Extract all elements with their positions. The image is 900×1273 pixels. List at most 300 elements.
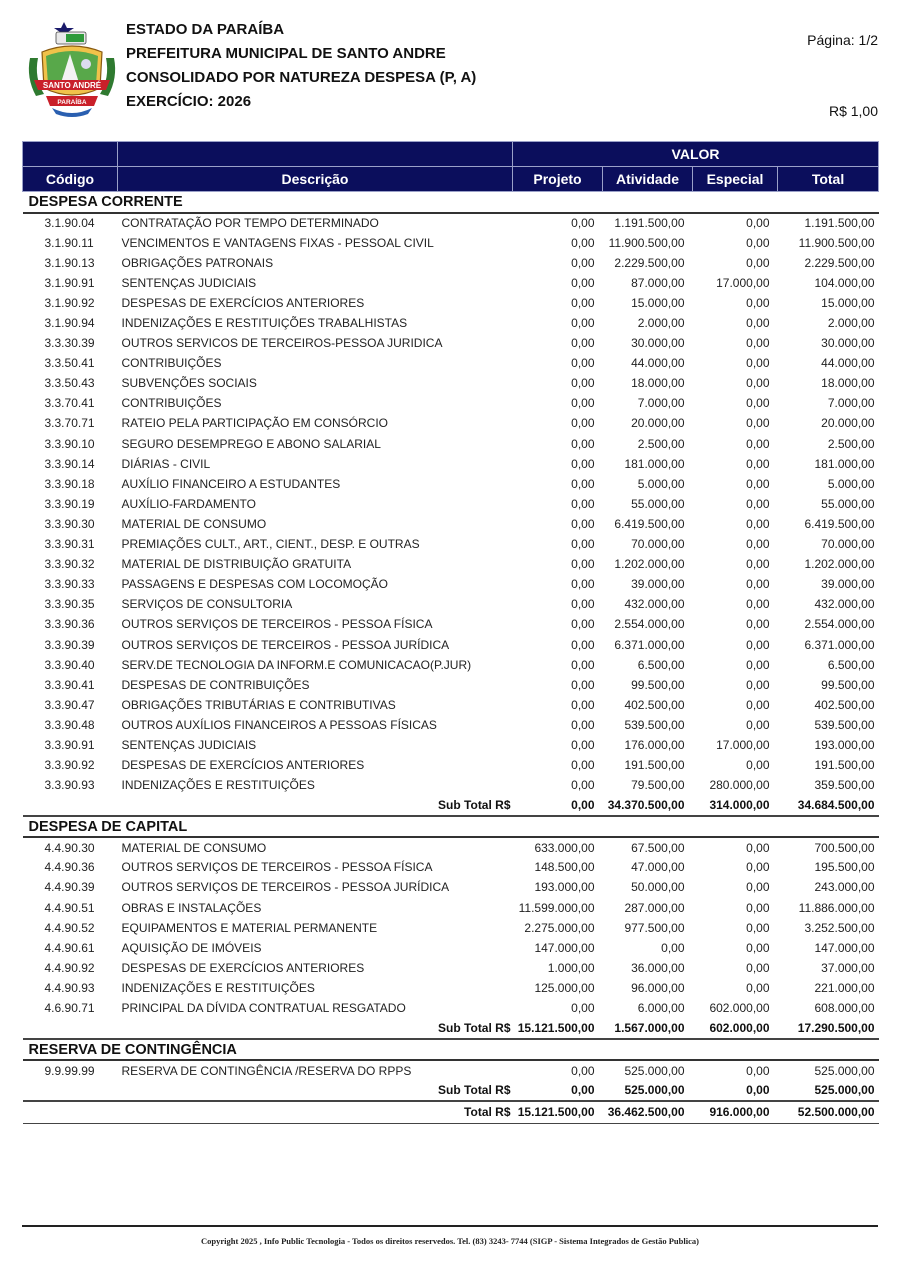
row-code: 3.1.90.11 (44, 235, 94, 250)
row-projeto: 0,00 (571, 336, 595, 351)
table-row (23, 978, 879, 998)
row-code: 3.1.90.04 (44, 216, 95, 231)
row-description: OBRIGAÇÕES PATRONAIS (121, 255, 274, 270)
row-description: CONTRATAÇÃO POR TEMPO DETERMINADO (121, 216, 379, 231)
subtotal-total: 525.000,00 (778, 1080, 879, 1101)
table-row (23, 634, 879, 654)
row-especial: 0,00 (746, 577, 770, 592)
row-atividade: 39.000,00 (631, 577, 685, 592)
section-header (23, 816, 879, 837)
row-code: 3.3.90.41 (44, 677, 95, 692)
row-code: 3.3.90.36 (44, 617, 95, 632)
row-atividade: 15.000,00 (631, 295, 685, 310)
row-description: SENTENÇAS JUDICIAIS (121, 275, 257, 290)
row-description: OUTROS AUXÍLIOS FINANCEIROS A PESSOAS FÍSICAS (121, 717, 437, 732)
row-especial: 0,00 (746, 940, 770, 955)
row-total: 2.229.500,00 (804, 255, 875, 270)
subtotal-especial: 0,00 (693, 1080, 778, 1101)
row-total: 15.000,00 (821, 295, 875, 310)
page-number: Página: 1/2 (807, 32, 878, 48)
row-code: 4.4.90.52 (44, 920, 95, 935)
row-total: 11.886.000,00 (798, 900, 875, 915)
row-atividade: 6.000,00 (637, 1001, 685, 1016)
row-atividade: 2.000,00 (637, 316, 685, 331)
table-header (23, 142, 879, 192)
row-especial: 0,00 (746, 456, 770, 471)
row-atividade: 2.500,00 (637, 436, 685, 451)
grand-total-row (23, 1101, 879, 1123)
row-description: DESPESAS DE EXERCÍCIOS ANTERIORES (121, 758, 365, 773)
row-description: OUTROS SERVIÇOS DE TERCEIROS - PESSOA FÍSICA (121, 860, 433, 875)
row-especial: 0,00 (746, 336, 770, 351)
row-code: 3.1.90.91 (44, 275, 95, 290)
section-title: DESPESA DE CAPITAL (23, 816, 879, 837)
row-code: 4.4.90.30 (44, 840, 95, 855)
row-description: SEGURO DESEMPREGO E ABONO SALARIAL (121, 436, 381, 451)
table-row (23, 454, 879, 474)
table-row (23, 857, 879, 877)
col-header-descricao: Descrição (118, 167, 513, 192)
row-atividade: 79.500,00 (631, 778, 685, 793)
row-atividade: 2.554.000,00 (614, 617, 685, 632)
row-code: 3.3.50.43 (44, 376, 95, 391)
table-row (23, 938, 879, 958)
row-projeto: 0,00 (571, 737, 595, 752)
row-code: 4.4.90.36 (44, 860, 95, 875)
municipal-coat-of-arms-icon (22, 18, 122, 118)
row-projeto: 0,00 (571, 1001, 595, 1016)
table-body (23, 192, 879, 1124)
row-projeto: 0,00 (571, 376, 595, 391)
row-atividade: 1.202.000,00 (614, 557, 685, 572)
row-atividade: 6.500,00 (637, 657, 685, 672)
row-projeto: 193.000,00 (534, 880, 595, 895)
col-header-codigo: Código (23, 167, 118, 192)
row-projeto: 0,00 (571, 476, 595, 491)
row-especial: 0,00 (746, 900, 770, 915)
expense-report-table (22, 141, 879, 1124)
row-description: DIÁRIAS - CIVIL (121, 456, 211, 471)
row-atividade: 6.371.000,00 (614, 637, 685, 652)
row-total: 402.500,00 (814, 697, 875, 712)
row-total: 1.191.500,00 (804, 216, 875, 231)
subtotal-atividade: 34.370.500,00 (603, 795, 693, 816)
row-total: 39.000,00 (821, 577, 875, 592)
row-atividade: 2.229.500,00 (614, 255, 685, 270)
subtotal-row (23, 1080, 879, 1101)
row-description: MATERIAL DE DISTRIBUIÇÃO GRATUITA (121, 557, 352, 572)
row-atividade: 7.000,00 (637, 396, 685, 411)
row-code: 3.3.90.14 (44, 456, 95, 471)
table-row (23, 413, 879, 433)
row-total: 432.000,00 (814, 597, 875, 612)
row-atividade: 96.000,00 (631, 980, 685, 995)
section-header (23, 192, 879, 213)
row-especial: 0,00 (746, 677, 770, 692)
row-description: INDENIZAÇÕES E RESTITUIÇÕES TRABALHISTAS (121, 316, 408, 331)
row-description: SUBVENÇÕES SOCIAIS (121, 376, 257, 391)
row-description: SERVIÇOS DE CONSULTORIA (121, 597, 293, 612)
header-valor-group: VALOR (513, 142, 879, 167)
row-total: 6.419.500,00 (804, 516, 875, 531)
subtotal-total: 34.684.500,00 (778, 795, 879, 816)
row-description: OBRIGAÇÕES TRIBUTÁRIAS E CONTRIBUTIVAS (121, 697, 396, 712)
currency-unit: R$ 1,00 (828, 103, 878, 119)
row-projeto: 0,00 (571, 557, 595, 572)
table-row (23, 213, 879, 233)
row-description: PASSAGENS E DESPESAS COM LOCOMOÇÃO (121, 577, 389, 592)
table-row (23, 393, 879, 413)
row-projeto: 0,00 (571, 416, 595, 431)
row-code: 3.1.90.92 (44, 295, 95, 310)
row-description: RESERVA DE CONTINGÊNCIA /RESERVA DO RPPS (121, 1063, 412, 1078)
header-fiscal-year: EXERCÍCIO: 2026 (126, 93, 252, 110)
row-atividade: 99.500,00 (631, 677, 685, 692)
row-description: OUTROS SERVICOS DE TERCEIROS-PESSOA JURIDICA (121, 336, 443, 351)
row-projeto: 0,00 (571, 396, 595, 411)
row-atividade: 181.000,00 (624, 456, 685, 471)
row-description: OBRAS E INSTALAÇÕES (121, 900, 262, 915)
row-code: 3.3.90.33 (44, 577, 95, 592)
row-description: CONTRIBUIÇÕES (121, 396, 222, 411)
row-projeto: 0,00 (571, 697, 595, 712)
row-projeto: 0,00 (571, 255, 595, 270)
row-especial: 0,00 (746, 416, 770, 431)
row-projeto: 0,00 (571, 516, 595, 531)
row-description: SERV.DE TECNOLOGIA DA INFORM.E COMUNICACAO(P.JUR) (121, 657, 472, 672)
row-code: 3.3.90.93 (44, 778, 95, 793)
row-especial: 0,00 (746, 376, 770, 391)
subtotal-projeto: 0,00 (513, 795, 603, 816)
row-projeto: 0,00 (571, 677, 595, 692)
subtotal-row (23, 1018, 879, 1039)
subtotal-atividade: 525.000,00 (603, 1080, 693, 1101)
row-atividade: 67.500,00 (631, 840, 685, 855)
grand-total-projeto: 15.121.500,00 (513, 1101, 603, 1123)
section-header (23, 1039, 879, 1060)
row-code: 4.6.90.71 (44, 1001, 95, 1016)
table-row (23, 373, 879, 393)
subtotal-row (23, 795, 879, 816)
row-description: DESPESAS DE EXERCÍCIOS ANTERIORES (121, 295, 365, 310)
row-total: 2.554.000,00 (804, 617, 875, 632)
row-total: 55.000,00 (821, 496, 875, 511)
row-total: 539.500,00 (814, 717, 875, 732)
grand-total-total: 52.500.000,00 (778, 1101, 879, 1123)
row-especial: 0,00 (746, 516, 770, 531)
row-description: INDENIZAÇÕES E RESTITUIÇÕES (121, 778, 315, 793)
table-row (23, 474, 879, 494)
subtotal-label: Sub Total R$ (118, 1080, 513, 1101)
row-total: 2.000,00 (827, 316, 875, 331)
row-code: 3.3.90.30 (44, 516, 95, 531)
subtotal-projeto: 0,00 (513, 1080, 603, 1101)
row-especial: 602.000,00 (709, 1001, 770, 1016)
svg-text:SANTO ANDRÉ: SANTO ANDRÉ (42, 81, 102, 90)
table-row (23, 695, 879, 715)
row-projeto: 0,00 (571, 356, 595, 371)
row-especial: 0,00 (746, 657, 770, 672)
subtotal-label: Sub Total R$ (118, 795, 513, 816)
table-row (23, 898, 879, 918)
table-row (23, 755, 879, 775)
row-projeto: 0,00 (571, 778, 595, 793)
row-code: 3.3.90.31 (44, 537, 95, 552)
table-row (23, 233, 879, 253)
row-total: 191.500,00 (814, 758, 875, 773)
row-total: 11.900.500,00 (798, 235, 875, 250)
row-total: 18.000,00 (821, 376, 875, 391)
table-row (23, 715, 879, 735)
row-code: 3.3.90.10 (44, 436, 95, 451)
row-code: 3.3.90.18 (44, 476, 95, 491)
row-projeto: 2.275.000,00 (524, 920, 595, 935)
row-especial: 0,00 (746, 396, 770, 411)
row-especial: 0,00 (746, 960, 770, 975)
row-description: OUTROS SERVIÇOS DE TERCEIROS - PESSOA JURÍDICA (121, 637, 450, 652)
table-row (23, 655, 879, 675)
subtotal-blank (23, 1018, 118, 1039)
grand-total-atividade: 36.462.500,00 (603, 1101, 693, 1123)
subtotal-blank (23, 1080, 118, 1101)
row-especial: 0,00 (746, 255, 770, 270)
row-especial: 0,00 (746, 216, 770, 231)
table-row (23, 534, 879, 554)
row-total: 2.500,00 (827, 436, 875, 451)
row-especial: 17.000,00 (716, 737, 770, 752)
row-code: 3.3.90.48 (44, 717, 95, 732)
row-projeto: 0,00 (571, 316, 595, 331)
row-description: EQUIPAMENTOS E MATERIAL PERMANENTE (121, 920, 378, 935)
row-projeto: 0,00 (571, 577, 595, 592)
table-row (23, 434, 879, 454)
row-code: 4.4.90.93 (44, 980, 95, 995)
table-row (23, 918, 879, 938)
row-atividade: 50.000,00 (631, 880, 685, 895)
row-code: 3.3.90.35 (44, 597, 95, 612)
table-row (23, 273, 879, 293)
table-row (23, 675, 879, 695)
row-projeto: 0,00 (571, 275, 595, 290)
row-total: 147.000,00 (814, 940, 875, 955)
row-code: 3.3.30.39 (44, 336, 95, 351)
row-total: 70.000,00 (821, 537, 875, 552)
row-description: INDENIZAÇÕES E RESTITUIÇÕES (121, 980, 315, 995)
row-projeto: 148.500,00 (534, 860, 595, 875)
table-row (23, 958, 879, 978)
header-blank-desc (118, 142, 513, 167)
row-total: 243.000,00 (814, 880, 875, 895)
row-atividade: 525.000,00 (624, 1063, 685, 1078)
row-projeto: 0,00 (571, 717, 595, 732)
row-description: RATEIO PELA PARTICIPAÇÃO EM CONSÓRCIO (121, 416, 388, 431)
row-description: CONTRIBUIÇÕES (121, 356, 222, 371)
row-projeto: 125.000,00 (534, 980, 595, 995)
row-atividade: 539.500,00 (624, 717, 685, 732)
row-especial: 0,00 (746, 920, 770, 935)
row-atividade: 0,00 (661, 940, 685, 955)
row-especial: 0,00 (746, 758, 770, 773)
grand-total-blank (23, 1101, 118, 1123)
header-blank-code (23, 142, 118, 167)
row-projeto: 0,00 (571, 496, 595, 511)
row-description: SENTENÇAS JUDICIAIS (121, 737, 257, 752)
row-especial: 0,00 (746, 1063, 770, 1078)
row-atividade: 87.000,00 (631, 275, 685, 290)
row-projeto: 1.000,00 (547, 960, 595, 975)
row-total: 195.500,00 (814, 860, 875, 875)
row-especial: 0,00 (746, 840, 770, 855)
col-header-total: Total (778, 167, 879, 192)
row-total: 181.000,00 (814, 456, 875, 471)
row-code: 4.4.90.61 (44, 940, 95, 955)
row-code: 4.4.90.51 (44, 900, 95, 915)
row-total: 30.000,00 (821, 336, 875, 351)
row-code: 4.4.90.39 (44, 880, 95, 895)
subtotal-blank (23, 795, 118, 816)
row-description: OUTROS SERVIÇOS DE TERCEIROS - PESSOA FÍSICA (121, 617, 433, 632)
header-municipality: PREFEITURA MUNICIPAL DE SANTO ANDRE (126, 45, 446, 62)
row-atividade: 6.419.500,00 (614, 516, 685, 531)
row-especial: 0,00 (746, 597, 770, 612)
row-projeto: 633.000,00 (534, 840, 595, 855)
table-row (23, 253, 879, 273)
section-title: RESERVA DE CONTINGÊNCIA (23, 1039, 879, 1060)
row-projeto: 0,00 (571, 617, 595, 632)
table-row (23, 574, 879, 594)
grand-total-label: Total R$ (118, 1101, 513, 1123)
row-total: 20.000,00 (821, 416, 875, 431)
row-atividade: 30.000,00 (631, 336, 685, 351)
row-total: 104.000,00 (814, 275, 875, 290)
table-row (23, 614, 879, 634)
row-code: 3.3.90.47 (44, 697, 95, 712)
row-code: 3.3.50.41 (44, 356, 95, 371)
row-atividade: 18.000,00 (631, 376, 685, 391)
row-code: 3.3.90.32 (44, 557, 95, 572)
row-especial: 0,00 (746, 980, 770, 995)
table-row (23, 775, 879, 795)
row-description: AUXÍLIO FINANCEIRO A ESTUDANTES (121, 476, 341, 491)
row-projeto: 11.599.000,00 (518, 900, 595, 915)
row-atividade: 176.000,00 (624, 737, 685, 752)
row-description: AQUISIÇÃO DE IMÓVEIS (121, 940, 262, 955)
row-atividade: 11.900.500,00 (608, 235, 685, 250)
row-especial: 0,00 (746, 295, 770, 310)
row-code: 3.3.70.41 (44, 396, 95, 411)
row-total: 5.000,00 (827, 476, 875, 491)
row-atividade: 191.500,00 (624, 758, 685, 773)
row-especial: 0,00 (746, 717, 770, 732)
row-projeto: 0,00 (571, 216, 595, 231)
table-row (23, 594, 879, 614)
row-projeto: 0,00 (571, 657, 595, 672)
row-total: 6.371.000,00 (804, 637, 875, 652)
row-description: PREMIAÇÕES CULT., ART., CIENT., DESP. E OUTRAS (121, 537, 420, 552)
row-description: OUTROS SERVIÇOS DE TERCEIROS - PESSOA JURÍDICA (121, 880, 450, 895)
header-state: ESTADO DA PARAÍBA (126, 21, 285, 38)
row-especial: 0,00 (746, 880, 770, 895)
row-total: 608.000,00 (814, 1001, 875, 1016)
row-total: 99.500,00 (821, 677, 875, 692)
row-projeto: 0,00 (571, 758, 595, 773)
table-row (23, 313, 879, 333)
row-especial: 0,00 (746, 356, 770, 371)
row-description: PRINCIPAL DA DÍVIDA CONTRATUAL RESGATADO (121, 1001, 406, 1016)
row-code: 4.4.90.92 (44, 960, 95, 975)
row-projeto: 0,00 (571, 1063, 595, 1078)
row-atividade: 1.191.500,00 (614, 216, 685, 231)
row-projeto: 0,00 (571, 637, 595, 652)
table-row (23, 293, 879, 313)
row-atividade: 70.000,00 (631, 537, 685, 552)
row-especial: 0,00 (746, 697, 770, 712)
row-especial: 0,00 (746, 316, 770, 331)
row-projeto: 0,00 (571, 597, 595, 612)
row-total: 7.000,00 (827, 396, 875, 411)
row-atividade: 5.000,00 (637, 476, 685, 491)
svg-text:PARAÍBA: PARAÍBA (57, 99, 87, 106)
row-description: DESPESAS DE EXERCÍCIOS ANTERIORES (121, 960, 365, 975)
footer-divider (22, 1225, 878, 1227)
row-especial: 0,00 (746, 235, 770, 250)
row-projeto: 0,00 (571, 295, 595, 310)
row-atividade: 44.000,00 (631, 356, 685, 371)
table-row (23, 554, 879, 574)
row-description: MATERIAL DE CONSUMO (121, 840, 267, 855)
row-total: 359.500,00 (814, 778, 875, 793)
grand-total-especial: 916.000,00 (693, 1101, 778, 1123)
col-header-especial: Especial (693, 167, 778, 192)
table-row (23, 735, 879, 755)
row-especial: 0,00 (746, 617, 770, 632)
row-code: 3.3.90.92 (44, 758, 95, 773)
subtotal-projeto: 15.121.500,00 (513, 1018, 603, 1039)
row-atividade: 402.500,00 (624, 697, 685, 712)
row-description: DESPESAS DE CONTRIBUIÇÕES (121, 677, 310, 692)
section-title: DESPESA CORRENTE (23, 192, 879, 213)
header-report-title: CONSOLIDADO POR NATUREZA DESPESA (P, A) (126, 69, 477, 86)
row-atividade: 36.000,00 (631, 960, 685, 975)
row-especial: 0,00 (746, 860, 770, 875)
row-especial: 280.000,00 (709, 778, 770, 793)
row-especial: 0,00 (746, 436, 770, 451)
table-row (23, 998, 879, 1018)
row-atividade: 432.000,00 (624, 597, 685, 612)
row-code: 3.3.90.19 (44, 496, 95, 511)
row-atividade: 287.000,00 (624, 900, 685, 915)
row-especial: 17.000,00 (716, 275, 770, 290)
row-especial: 0,00 (746, 476, 770, 491)
table-row (23, 353, 879, 373)
table-row (23, 877, 879, 897)
row-atividade: 977.500,00 (624, 920, 685, 935)
row-total: 525.000,00 (814, 1063, 875, 1078)
row-code: 3.1.90.13 (44, 255, 95, 270)
row-total: 3.252.500,00 (804, 920, 875, 935)
footer-copyright: Copyright 2025 , Info Public Tecnologia - Todos os direitos reservedos. Tel. (83) 3243- 7744 (SIGP - Sistema Integrados de Gestão Publica) (201, 1236, 699, 1246)
table-row (23, 494, 879, 514)
row-projeto: 0,00 (571, 436, 595, 451)
row-projeto: 0,00 (571, 537, 595, 552)
row-atividade: 20.000,00 (631, 416, 685, 431)
row-total: 193.000,00 (814, 737, 875, 752)
row-especial: 0,00 (746, 496, 770, 511)
row-atividade: 55.000,00 (631, 496, 685, 511)
row-especial: 0,00 (746, 637, 770, 652)
col-header-projeto: Projeto (513, 167, 603, 192)
row-projeto: 0,00 (571, 456, 595, 471)
